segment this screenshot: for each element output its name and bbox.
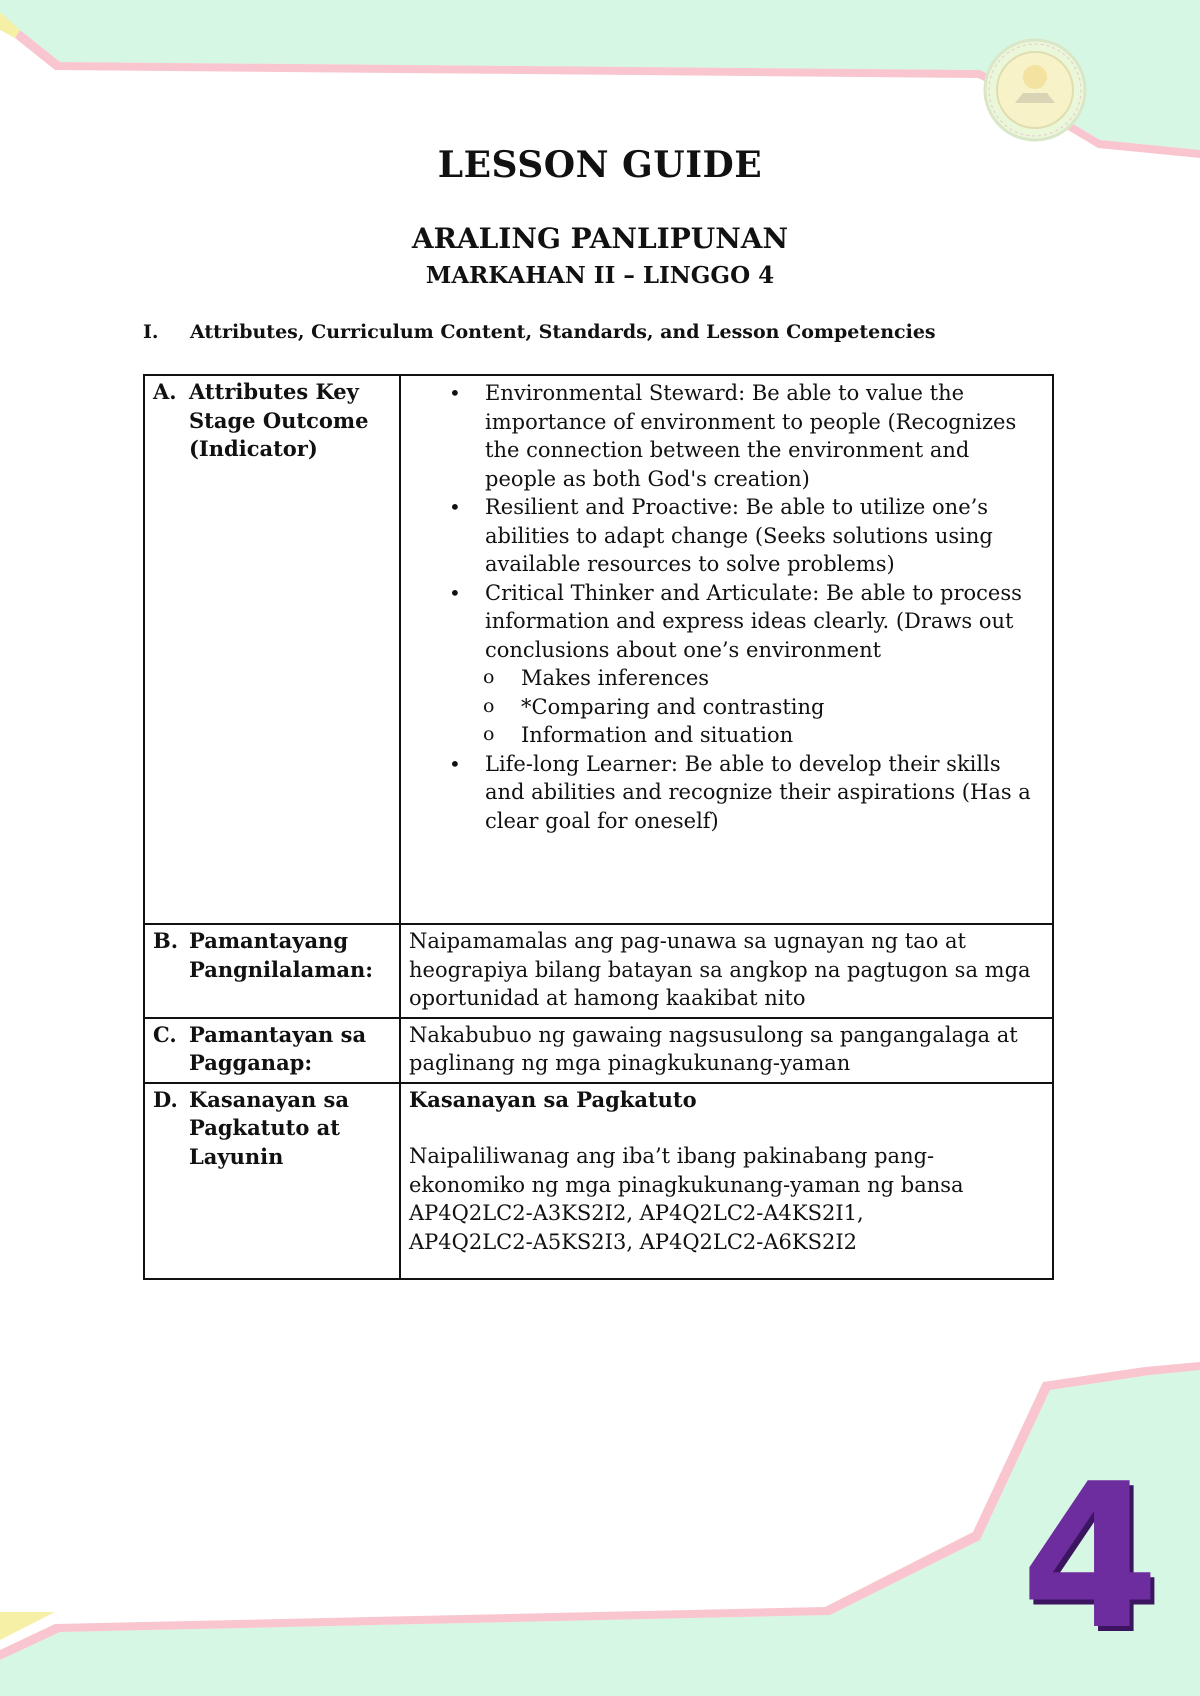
sub-list-item: o Makes inferences [521,664,1044,693]
quarter-week: MARKAHAN II – LINGGO 4 [425,262,775,289]
performance-standard-cell: Nakabubuo ng gawaing nagsusulong sa pangangalaga at paglinang ng mga pinagkukunang-yaman [400,1018,1053,1083]
row-label-cell [144,1018,400,1083]
list-item-text: Critical Thinker and Articulate: Be able to process information and express ideas clearly. (Draws out conclusions about one’s environment [485,580,1022,662]
row-letter: C. [153,1021,177,1047]
competencies-text: Naipaliliwanag ang iba’t ibang pakinabang pang-ekonomiko ng mga pinagkukunang-yaman ng bansa [409,1144,964,1197]
attributes-cell [400,375,1053,924]
document-title: LESSON GUIDE [437,144,763,186]
row-letter: A. [153,379,177,404]
competency-codes-line: AP4Q2LC2-A5KS2I3, AP4Q2LC2-A6KS2I2 [409,1229,857,1254]
table-row [144,1083,1053,1280]
row-letter: D. [153,1086,178,1112]
competencies-heading: Kasanayan sa Pagkatuto [409,1086,697,1112]
subject-title: ARALING PANLIPUNAN [411,222,789,255]
row-label-cell [144,1083,400,1280]
section-heading [143,321,936,343]
table-row [144,924,1053,1018]
table-row [144,1018,1053,1083]
content-standard-cell: Naipamamalas ang pag-unawa sa ugnayan ng tao at heograpiya bilang batayan sa angkop na pagtugon sa mga oportunidad at hamong kaakibat nito [400,924,1053,1018]
sub-list [447,664,1044,750]
attributes-list [409,379,1044,835]
list-item: • Life-long Learner: Be able to develop their skills and abilities and recognize their aspirations (Has a clear goal for oneself) [485,750,1044,836]
grade-badge: 4 [1020,1441,1160,1674]
row-label-cell [144,924,400,1018]
competencies-cell [400,1083,1053,1280]
table-row [144,375,1053,924]
row-label: Kasanayan sa Pagkatuto at Layunin [189,1086,349,1169]
list-item [485,579,1044,750]
section-number: I. [143,321,159,343]
row-label: Attributes Key Stage Outcome (Indicator) [189,379,369,461]
row-letter: B. [153,928,179,953]
lesson-guide-table [143,374,1054,1280]
row-label-cell [144,375,400,924]
list-item: • Environmental Steward: Be able to value the importance of environment to people (Recognizes the connection between the environment and people as both God's creation) [485,379,1044,493]
row-label: Pamantayang Pangnilalaman: [189,928,374,982]
section-title: Attributes, Curriculum Content, Standards, and Lesson Competencies [190,321,936,343]
row-label: Pamantayan sa Pagganap: [189,1021,367,1075]
list-item: • Resilient and Proactive: Be able to utilize one’s abilities to adapt change (Seeks solutions using available resources to solve problems) [485,493,1044,579]
competency-codes-line: AP4Q2LC2-A3KS2I2, AP4Q2LC2-A4KS2I1, [409,1201,864,1225]
sub-list-item: o *Comparing and contrasting [521,693,1044,722]
sub-list-item: o Information and situation [521,721,1044,750]
